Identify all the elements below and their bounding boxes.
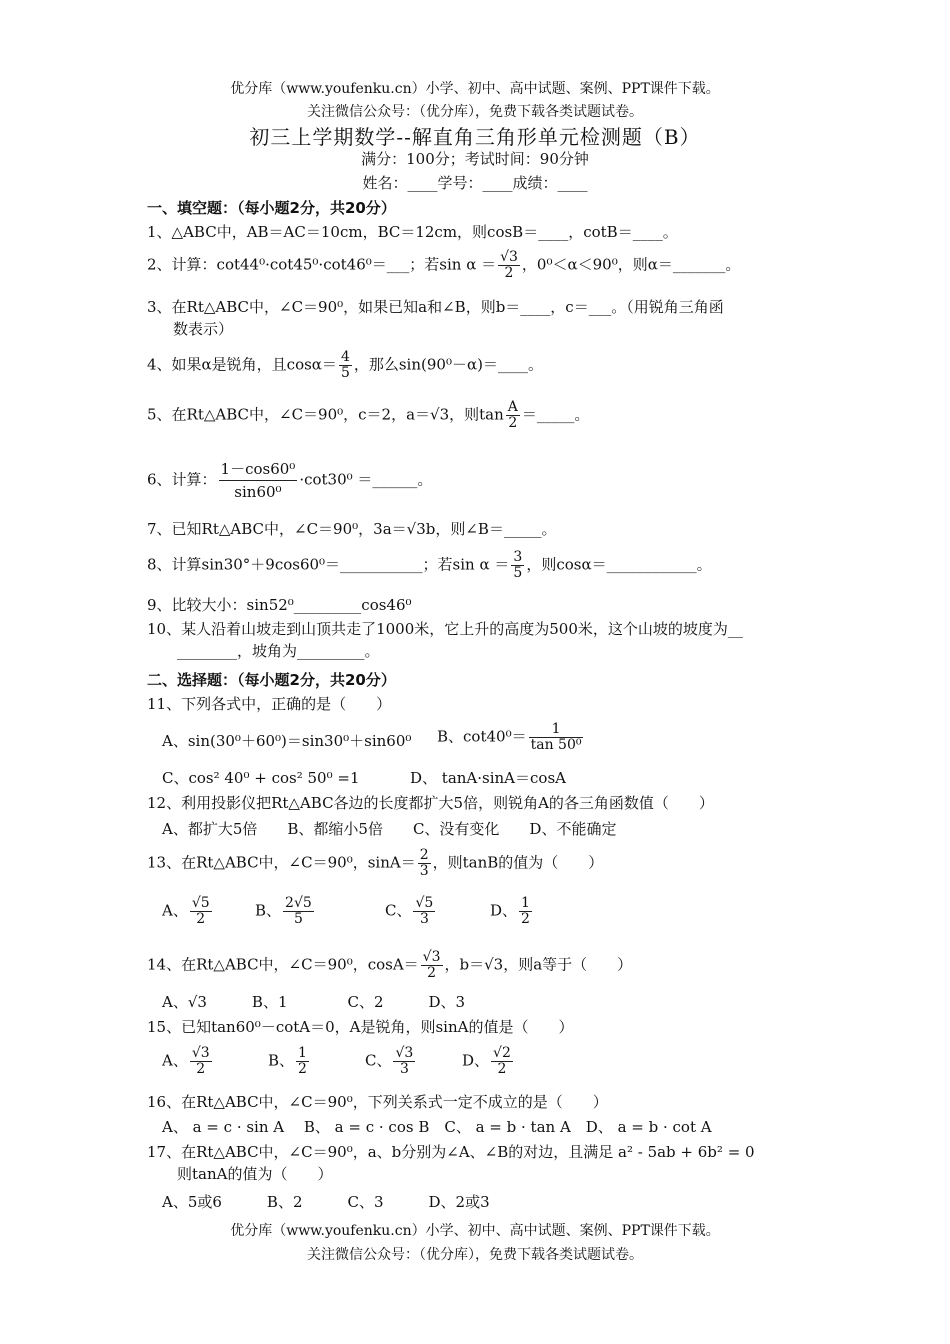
question-9: 9、比较大小：sin52⁰_________cos46⁰ — [147, 596, 412, 614]
q15-option-a — [162, 1046, 214, 1077]
q6-text-a: 6、计算： — [147, 470, 217, 489]
q13-c-label: C、 — [385, 901, 412, 920]
q15-option-c — [365, 1046, 417, 1077]
q13-frac-num: 2 — [419, 847, 429, 863]
q13-frac-den: 3 — [419, 863, 429, 879]
question-11: 11、下列各式中，正确的是（ ） — [147, 695, 392, 713]
q15-option-d — [462, 1046, 515, 1077]
q11-b-num: 1 — [529, 722, 584, 738]
q13-d-num: 1 — [521, 895, 530, 911]
q13-text-a: 13、在Rt△ABC中，∠C＝90⁰，sinA＝ — [147, 853, 416, 872]
q15-c-label: C、 — [365, 1051, 392, 1070]
q10-line-1: 10、某人沿着山坡走到山顶共走了1000米，它上升的高度为500米，这个山坡的坡度为__ — [147, 620, 743, 638]
q13-d-label: D、 — [490, 901, 518, 920]
question-3 — [147, 296, 827, 340]
q15-d-frac — [491, 1046, 513, 1077]
q15-c-num: √3 — [395, 1045, 414, 1061]
q8-text-a: 8、计算sin30°＋9cos60⁰＝___________；若sin α ＝ — [147, 555, 510, 574]
question-1: 1、△ABC中，AB＝AC＝10cm，BC＝12cm，则cosB＝____，cotB＝____。 — [147, 223, 678, 241]
q13-a-frac — [190, 896, 212, 927]
q14-options: A、√3 B、1 C、2 D、3 — [162, 993, 466, 1011]
q13-fraction — [418, 848, 431, 879]
q13-c-num: √5 — [415, 895, 434, 911]
q13-a-num: √5 — [191, 895, 210, 911]
q13-c-frac — [413, 896, 435, 927]
q2-frac-num: √3 — [500, 249, 518, 265]
q14-frac-den: 2 — [427, 965, 437, 981]
q14-frac-num: √3 — [422, 949, 441, 965]
q14-text-b: ，b＝√3，则a等于（ ） — [444, 955, 633, 974]
q13-a-label: A、 — [162, 901, 188, 920]
q2-text-e: ，0⁰＜α＜90⁰，则α＝_______。 — [521, 255, 741, 274]
q6-text-b: ·cot30⁰ ＝______。 — [299, 470, 433, 489]
q15-d-label: D、 — [462, 1051, 490, 1070]
q13-b-frac — [283, 896, 314, 927]
q4-text-a: 4、如果α是锐角，且cosα＝ — [147, 355, 337, 374]
q15-c-frac — [393, 1046, 415, 1077]
name-fields: 姓名：____学号：____成绩：____ — [362, 174, 588, 192]
q14-text-a: 14、在Rt△ABC中，∠C＝90⁰，cosA＝ — [147, 955, 419, 974]
question-7: 7、已知Rt△ABC中，∠C＝90⁰，3a＝√3b，则∠B＝_____。 — [147, 520, 557, 538]
q8-fraction — [511, 550, 524, 581]
question-5 — [147, 400, 827, 431]
q5-fraction — [506, 400, 520, 431]
q4-frac-num: 4 — [340, 349, 350, 365]
q2-frac-den: 2 — [504, 265, 514, 281]
q8-text-b: ，则cosα＝____________。 — [526, 555, 712, 574]
question-6 — [147, 458, 827, 503]
q15-b-frac — [296, 1046, 309, 1077]
q4-frac-den: 5 — [340, 365, 350, 381]
q11-option-d: D、 tanA·sinA＝cosA — [410, 769, 566, 787]
question-4 — [147, 350, 827, 381]
question-13 — [147, 848, 827, 879]
question-2 — [147, 250, 827, 281]
q2-fraction — [498, 250, 520, 281]
page-title: 初三上学期数学--解直角三角形单元检测题（B） — [249, 125, 701, 149]
q13-d-den: 2 — [521, 911, 530, 927]
q3-line-2: 数表示） — [173, 320, 234, 338]
q15-b-den: 2 — [298, 1061, 307, 1077]
q13-c-den: 3 — [419, 911, 429, 927]
q16-options: A、 a = c · sin A B、 a = c · cos B C、 a = b · tan A D、 a = b · cot A — [162, 1118, 712, 1136]
q11-b-den: tan 50⁰ — [530, 737, 582, 753]
q15-a-den: 2 — [196, 1061, 206, 1077]
q15-d-num: √2 — [493, 1045, 511, 1061]
q12-options: A、都扩大5倍 B、都缩小5倍 C、没有变化 D、不能确定 — [162, 820, 617, 838]
q15-a-num: √3 — [191, 1045, 210, 1061]
q8-frac-den: 5 — [513, 565, 523, 581]
q6-frac-num: 1－cos60⁰ — [219, 458, 298, 481]
q3-line-1: 3、在Rt△ABC中，∠C＝90⁰，如果已知a和∠B，则b＝____，c＝___。（用锐角三角函 — [147, 298, 724, 316]
q13-b-num: 2√5 — [285, 895, 312, 911]
q15-option-b — [268, 1046, 311, 1077]
question-8 — [147, 550, 827, 581]
footer-line-2: 关注微信公众号：（优分库），免费下载各类试题试卷。 — [307, 1247, 643, 1263]
q6-frac-den: sin60⁰ — [234, 483, 282, 501]
q15-a-frac — [190, 1046, 212, 1077]
section-multiple-choice: 二、选择题：（每小题2分，共20分） — [147, 671, 396, 689]
q13-b-den: 5 — [293, 911, 303, 927]
q11-option-b — [437, 722, 585, 753]
q11-b-text: B、cot40⁰＝ — [437, 727, 527, 746]
q13-option-c — [385, 896, 437, 927]
q13-option-b — [255, 896, 316, 927]
section-fill-blank: 一、填空题：（每小题2分，共20分） — [147, 199, 396, 217]
q13-text-b: ，则tanB的值为（ ） — [432, 853, 604, 872]
header-line-2: 关注微信公众号：（优分库），免费下载各类试题试卷。 — [307, 104, 643, 120]
footer-line-1: 优分库（www.youfenku.cn）小学、初中、高中试题、案例、PPT课件下载。 — [230, 1223, 720, 1239]
q15-c-den: 3 — [399, 1061, 409, 1077]
q11-option-a: A、sin(30⁰＋60⁰)＝sin30⁰＋sin60⁰ — [162, 732, 412, 750]
q5-text-a: 5、在Rt△ABC中，∠C＝90⁰，c＝2，a＝√3，则tan — [147, 405, 504, 424]
q15-a-label: A、 — [162, 1051, 188, 1070]
q13-b-label: B、 — [255, 901, 282, 920]
q2-text-a: 2、计算：cot44⁰·cot45⁰·cot46⁰＝___；若 — [147, 255, 440, 274]
q5-frac-den: 2 — [508, 415, 518, 431]
q8-frac-num: 3 — [513, 549, 523, 565]
q6-fraction — [219, 458, 298, 503]
q4-fraction — [339, 350, 352, 381]
q14-fraction — [421, 950, 443, 981]
question-14 — [147, 950, 827, 981]
question-12: 12、利用投影仪把Rt△ABC各边的长度都扩大5倍，则锐角A的各三角函数值（ ） — [147, 794, 714, 812]
q11-option-c: C、cos² 40⁰ + cos² 50⁰ =1 — [162, 769, 360, 787]
question-10 — [147, 618, 827, 662]
header-line-1: 优分库（www.youfenku.cn）小学、初中、高中试题、案例、PPT课件下载。 — [230, 81, 720, 97]
exam-meta: 满分：100分；考试时间：90分钟 — [361, 150, 589, 168]
q11-b-fraction — [529, 722, 584, 753]
q5-frac-num: A — [507, 399, 518, 415]
q13-option-d — [490, 896, 534, 927]
q2-sin: sin α ＝ — [439, 255, 497, 274]
q5-text-b: ＝_____。 — [521, 405, 590, 424]
question-17 — [147, 1141, 827, 1185]
question-16: 16、在Rt△ABC中，∠C＝90⁰，下列关系式一定不成立的是（ ） — [147, 1093, 608, 1111]
q10-line-2: ________，坡角为_________。 — [177, 642, 380, 660]
q15-d-den: 2 — [497, 1061, 507, 1077]
q13-option-a — [162, 896, 214, 927]
q17-line-1: 17、在Rt△ABC中，∠C＝90⁰，a、b分别为∠A、∠B的对边，且满足 a² - 5ab + 6b² = 0 — [147, 1143, 755, 1161]
question-15: 15、已知tan60⁰－cotA＝0，A是锐角，则sinA的值是（ ） — [147, 1018, 574, 1036]
q13-d-frac — [519, 896, 532, 927]
q13-a-den: 2 — [196, 911, 206, 927]
q15-b-label: B、 — [268, 1051, 295, 1070]
q15-b-num: 1 — [298, 1045, 307, 1061]
q17-options: A、5或6 B、2 C、3 D、2或3 — [162, 1193, 490, 1211]
q17-line-2: 则tanA的值为（ ） — [177, 1165, 333, 1183]
q4-text-b: ，那么sin(90⁰－α)＝____。 — [353, 355, 543, 374]
